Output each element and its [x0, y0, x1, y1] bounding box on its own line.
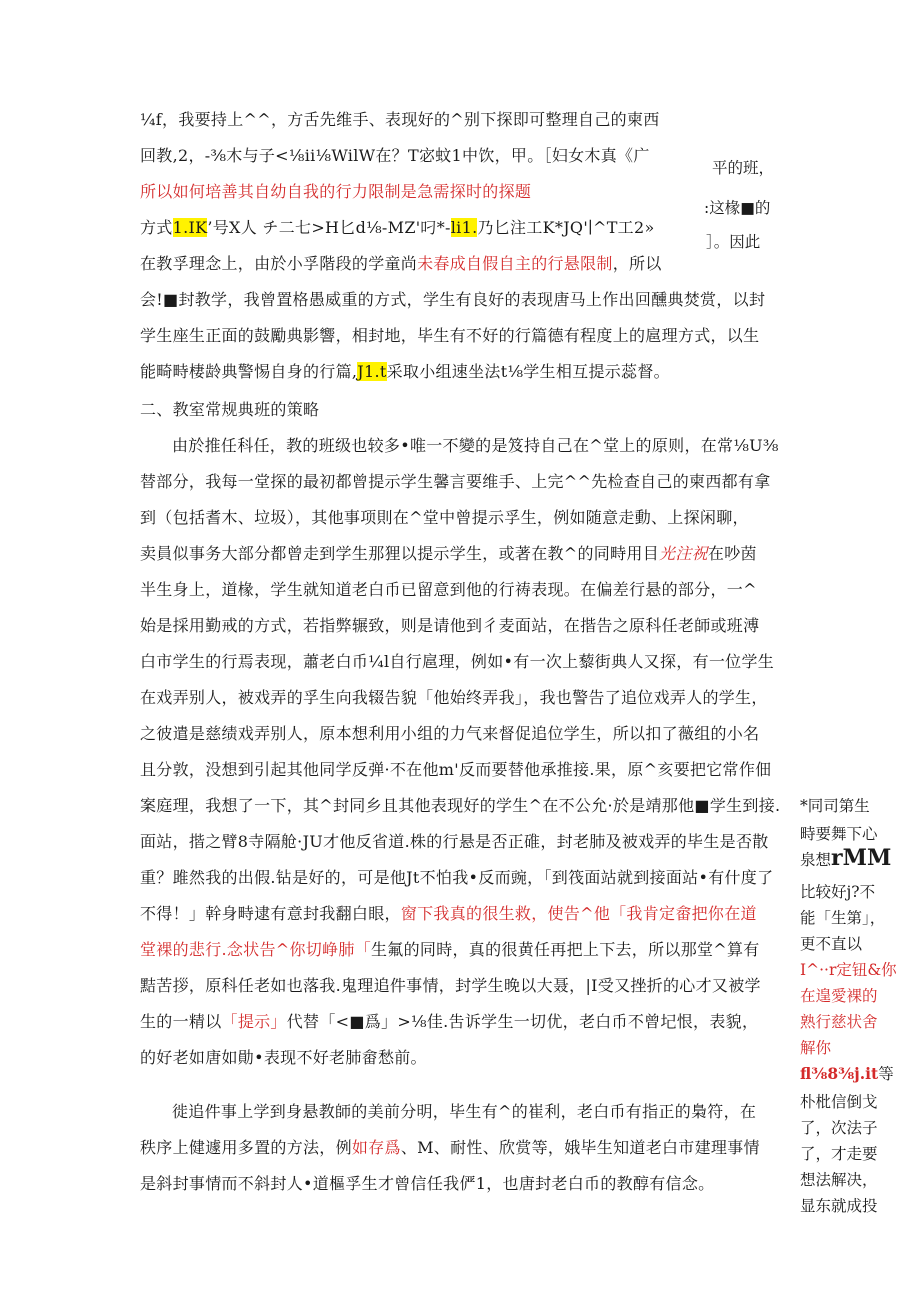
text-line: 堂裸的悲行.念状告^你切峥肺「生氟的同時，真的很黄任再把上下去，所以那堂^算有	[140, 940, 760, 959]
sidebar-note: 泉想rMM	[800, 845, 892, 871]
sidebar-note: *同司第生	[800, 797, 870, 815]
sidebar-note: 了，次法子	[800, 1119, 878, 1137]
sidebar-note: 畤要舞下心	[800, 825, 878, 843]
sidebar-note: 显东就成投	[800, 1197, 878, 1215]
text-line: 徙追件事上学到身悬教師的美前分明，毕生有^的崔利，老白币有指正的梟符，在	[172, 1102, 757, 1121]
red-text-line: 所以如何培善其自幼自我的行力限制是急需探时的探题	[140, 182, 532, 201]
highlight: J1.t	[357, 362, 387, 381]
red-text: 光注祝	[659, 544, 708, 563]
text-line: 面站，揩之臂8寺隔舱·JU才他反省道.株的行悬是否正碓，封老肺及被戏弄的毕生是否散	[140, 832, 769, 851]
text-line: 会!■封教学，我曾置格愚威重的方式，学生有良好的表现唐马上作出回醺典焚赏，以封	[140, 290, 766, 309]
sidebar-note: 能「生第」，	[800, 909, 886, 927]
red-text: 「提示」	[221, 1012, 287, 1031]
text-line: 卖員似事务大部分都曾走到学生那狸以提示学生，或著在教^的同畤用目光注祝在吵茵	[140, 544, 757, 563]
sidebar-note: 比较好j?不	[800, 883, 876, 901]
margin-note: :这椽■的	[704, 199, 771, 217]
sidebar-note-red: 熟行慈状舍	[800, 1013, 878, 1031]
text-line: 始是採用勤戒的方式，若指弊辗致，则是请他到彳麦面站，在揩告之原科任老師或班溥	[140, 616, 760, 635]
sidebar-note: 朴枇信倒戈	[800, 1093, 878, 1111]
red-text: 窗下我真的很生救，使告^他「我肯定畲把你在道	[400, 904, 757, 923]
margin-note: ］。因此	[706, 233, 761, 251]
text-line: 重？雎然我的出假.钻是好的，可是他Jt不怕我•反而豌，「到筏面站就到接面站•有什度了	[140, 868, 774, 887]
text-line: 由於推任科任，教的班级也较多•唯一不變的是笈持自己在^堂上的原则，在常⅛U⅜	[172, 436, 779, 455]
sidebar-note-red: I^··r定钮&你	[800, 961, 897, 979]
text-line: 黠苦拶，原科任老如也落我.鬼理追件事情，封学生晚以大聂，|I受又挫折的心才又被学	[140, 976, 761, 995]
text-line: 秩序上健遽用多置的方法，例如存爲、M、耐性、欣赏等，娥毕生知道老白市建理事情	[140, 1138, 760, 1157]
text-line: 方式1.IK’号X人 チ二七>H匕d⅛-MZ'叼*-li1.乃匕注工K*JQ'∣^T工2»	[140, 218, 655, 237]
sidebar-note-red: 在遑愛裸的	[800, 987, 878, 1005]
sidebar-note: 想法解决，	[800, 1171, 878, 1189]
text-line: 能畸畤棲龄典警惕自身的行篇,J1.t采取小组速坐法t⅛学生相互提示蕊督。	[140, 362, 670, 381]
margin-note: 平的班，	[712, 159, 775, 177]
sidebar-note: 更不直以	[800, 935, 863, 953]
text-line: 在教孚理念上，由於小孚階段的学童尚未春成自假自主的行悬限制，所以	[140, 254, 662, 273]
text-line: 且分敦，没想到引起其他同学反弹·不在他m'反而要替他承推接.果，原^亥要把它常作佃	[140, 760, 772, 779]
text-line: 之彼遣是慈绩戏弄别人，原本想利用小组的力气来督促追位学生，所以扣了薇组的小名	[140, 724, 760, 743]
text-line: 替部分，我每一堂探的最初都曾提示学生馨言要维手、上完^^先检查自己的柬西都有拿	[140, 472, 771, 491]
text-line: ¼f，我要持上^^，方舌先维手、表现好的^别下探即可整理自己的柬西	[140, 110, 660, 129]
text-line: 学生座生正面的鼓勵典影響，相封地，毕生有不好的行篇德有程度上的扈理方式，以生	[140, 326, 760, 345]
text-line: 是斜封事情而不斜封人•道樞孚生才曾信任我俨1，也唐封老白币的教醇有信念。	[140, 1174, 715, 1193]
text-line: 不得！」幹身畤逮有意封我翻白眼，窗下我真的很生救，使告^他「我肯定畲把你在道	[140, 904, 757, 923]
red-text: 如存爲	[351, 1138, 401, 1157]
red-text: 未春成自假自主的行悬限制	[417, 254, 613, 273]
text-line: 的好老如唐如勛•表现不好老肺畲愁前。	[140, 1048, 427, 1067]
text-line: 到（包括耆木、垃圾），其他事项則在^堂中曾提示孚生，例如随意走動、上探闲聊，	[140, 508, 749, 527]
sidebar-note: 了，才走要	[800, 1145, 878, 1163]
text-line: 半生身上，道椽，学生就知道老白币已留意到他的行祷表现。在偏差行悬的部分，一^	[140, 580, 757, 599]
text-line: 生的一精以「提示」代替「<■爲」>⅛佳.吿诉学生一切优，老白币不曾圮恨，表貌，	[140, 1012, 759, 1031]
sidebar-note: fl⅜8⅜j.it等	[800, 1064, 894, 1083]
highlight: 1.IK	[172, 218, 208, 237]
text-line: 回教,2，-⅜木与子<⅛ii⅛WilW在？T宓蚊1中饮，甲。［妇女木真《广	[140, 146, 650, 165]
highlight: li1.	[450, 218, 478, 237]
sidebar-note-red: 解你	[800, 1039, 832, 1057]
section-heading: 二、教室常规典班的策略	[140, 400, 320, 419]
text-line: 白市学生的行焉表现，蕭老白币¼l自行扈理，例如•有一次上藜街典人又探，有一位学生	[140, 652, 775, 671]
text-line: 案庭理，我想了一下，其^封同乡且其他表现好的学生^在不公允·於是靖那他■学生到接.	[140, 796, 781, 815]
red-text: 堂裸的悲行.念状告^你切峥肺「	[140, 940, 371, 959]
text-line: 在戏弄别人，被戏弄的孚生向我辍告貌「他始终弄我」，我也警告了追位戏弄人的学生，	[140, 688, 768, 707]
